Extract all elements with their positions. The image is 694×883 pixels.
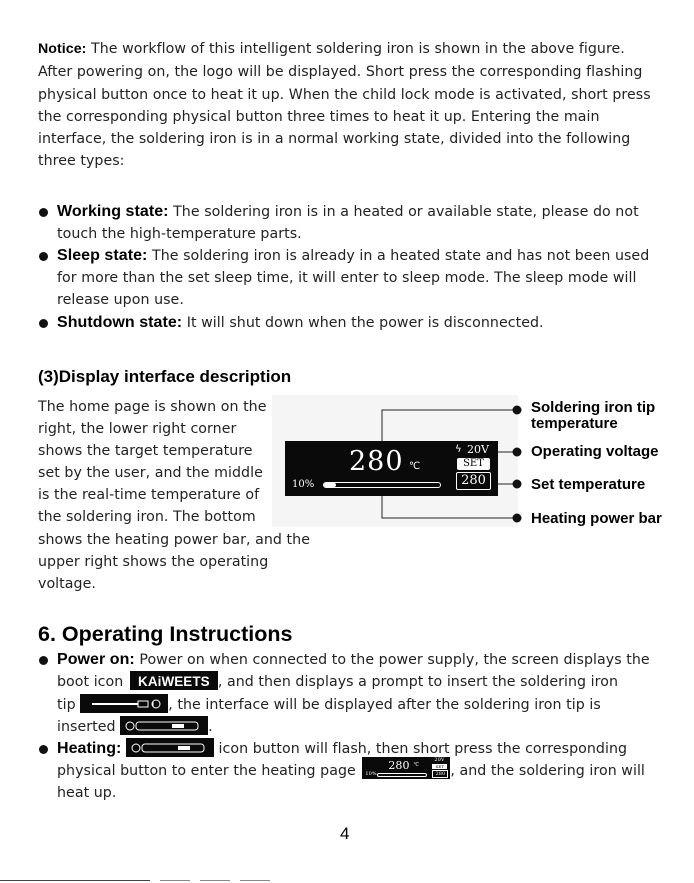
- working-state-label: Working state:: [57, 203, 169, 220]
- screen-set-value: 280: [456, 472, 491, 490]
- mini-power-bar: [377, 773, 427, 777]
- callout-set-temperature: Set temperature: [531, 476, 646, 493]
- heating-page-thumbnail: [362, 757, 450, 779]
- kaiweets-logo-text: KAiWEETS: [138, 673, 210, 689]
- shutdown-state-label: Shutdown state:: [57, 314, 183, 331]
- display-desc-line: the soldering iron. The bottom: [38, 509, 256, 525]
- bottom-rule: [200, 880, 230, 881]
- screen-temperature: 280: [349, 446, 404, 477]
- heating-icon-button[interactable]: [126, 738, 214, 757]
- power-on-line-4: inserted .: [57, 716, 213, 738]
- callout-operating-voltage: Operating voltage: [531, 443, 659, 460]
- shutdown-state-line-1: Shutdown state: It will shut down when the power is disconnected.: [57, 314, 544, 331]
- bottom-rule: [0, 880, 150, 881]
- working-state-line-1: Working state: The soldering iron is in a heated or available state, please do not: [57, 203, 639, 220]
- notice-line-6: three types:: [38, 153, 125, 169]
- operating-heading: 6. Operating Instructions: [38, 622, 293, 646]
- sleep-state-label: Sleep state:: [57, 247, 148, 264]
- mini-set-value: 280: [432, 770, 448, 778]
- notice-line-1: Notice: The workflow of this intelligent soldering iron is shown in the above figure.: [38, 41, 625, 57]
- sleep-state-line-1: Sleep state: The soldering iron is already in a heated state and has not been used: [57, 247, 650, 264]
- callout-tip-temp-line1: Soldering iron tip: [531, 399, 656, 416]
- display-desc-line: is the real-time temperature of: [38, 487, 260, 503]
- callout-heating-power-bar: Heating power bar: [531, 510, 662, 527]
- notice-line-2: After powering on, the logo will be displayed. Short press the corresponding flashing: [38, 64, 643, 80]
- boot-logo-image: [130, 671, 218, 690]
- bottom-rule: [240, 880, 270, 881]
- mini-voltage: 20V: [434, 757, 445, 763]
- power-on-line-2: boot icon KAiWEETS , and then displays a prompt to insert the soldering iron: [57, 671, 618, 693]
- bullet-icon: [39, 656, 48, 665]
- notice-line-4: the corresponding physical button three times to heat it up. Entering the main: [38, 109, 600, 125]
- heating-line-3: heat up.: [57, 785, 117, 801]
- display-desc-line: The home page is shown on the: [38, 399, 267, 415]
- bottom-rule: [160, 880, 190, 881]
- display-desc-line: shows the heating power bar, and the: [38, 532, 310, 548]
- display-desc-line: upper right shows the operating: [38, 554, 269, 570]
- notice-line-3: physical button once to heat it up. When the child lock mode is activated, short press: [38, 87, 651, 103]
- soldering-iron-icon: [126, 738, 214, 757]
- power-on-label: Power on:: [57, 651, 135, 668]
- lightning-icon: ϟ: [455, 444, 462, 455]
- mini-temperature: 280: [388, 759, 410, 772]
- screen-voltage: 20V: [467, 443, 489, 456]
- screen-set-label: SET: [457, 458, 490, 470]
- display-desc-line: set by the user, and the middle: [38, 465, 263, 481]
- sleep-state-line-3: release upon use.: [57, 292, 184, 308]
- callout-tip-temp-line2: temperature: [531, 415, 618, 432]
- working-state-line-2: touch the high-temperature parts.: [57, 226, 302, 242]
- page-number: 4: [340, 824, 350, 843]
- display-desc-line: shows the target temperature: [38, 443, 253, 459]
- display-desc-line: right, the lower right corner: [38, 421, 237, 437]
- power-on-line-3: tip , the interface will be displayed after the soldering iron tip is: [57, 694, 601, 716]
- soldering-iron-icon: [120, 716, 208, 735]
- display-section-heading: (3)Display interface description: [38, 367, 292, 386]
- notice-line-5: interface, the soldering iron is in a normal working state, divided into the following: [38, 131, 631, 147]
- power-on-line-1: Power on: Power on when connected to the power supply, the screen displays the: [57, 651, 650, 668]
- heating-line-2: physical button to enter the heating page 280 ℃ 20V SET 280 10% , and the soldering iron will: [57, 757, 645, 779]
- mini-power-percent: 10%: [365, 771, 377, 777]
- bullet-icon: [39, 745, 48, 754]
- mini-temp-unit: ℃: [413, 762, 420, 768]
- sleep-state-line-2: for more than the set sleep time, it will enter to sleep mode. The sleep mode will: [57, 270, 637, 286]
- notice-label: Notice:: [38, 41, 87, 57]
- heating-label: Heating:: [57, 740, 122, 757]
- screen-power-percent: 10%: [292, 479, 315, 490]
- heating-line-1: Heating: icon button will flash, then short press the corresponding: [57, 738, 627, 760]
- tip-inserted-image: [120, 716, 208, 735]
- soldering-tip-icon: [80, 694, 168, 713]
- screen-temp-unit: ℃: [409, 461, 421, 472]
- insert-tip-prompt-image: [80, 694, 168, 713]
- mini-set-label: SET: [432, 764, 447, 769]
- display-desc-line: voltage.: [38, 576, 96, 592]
